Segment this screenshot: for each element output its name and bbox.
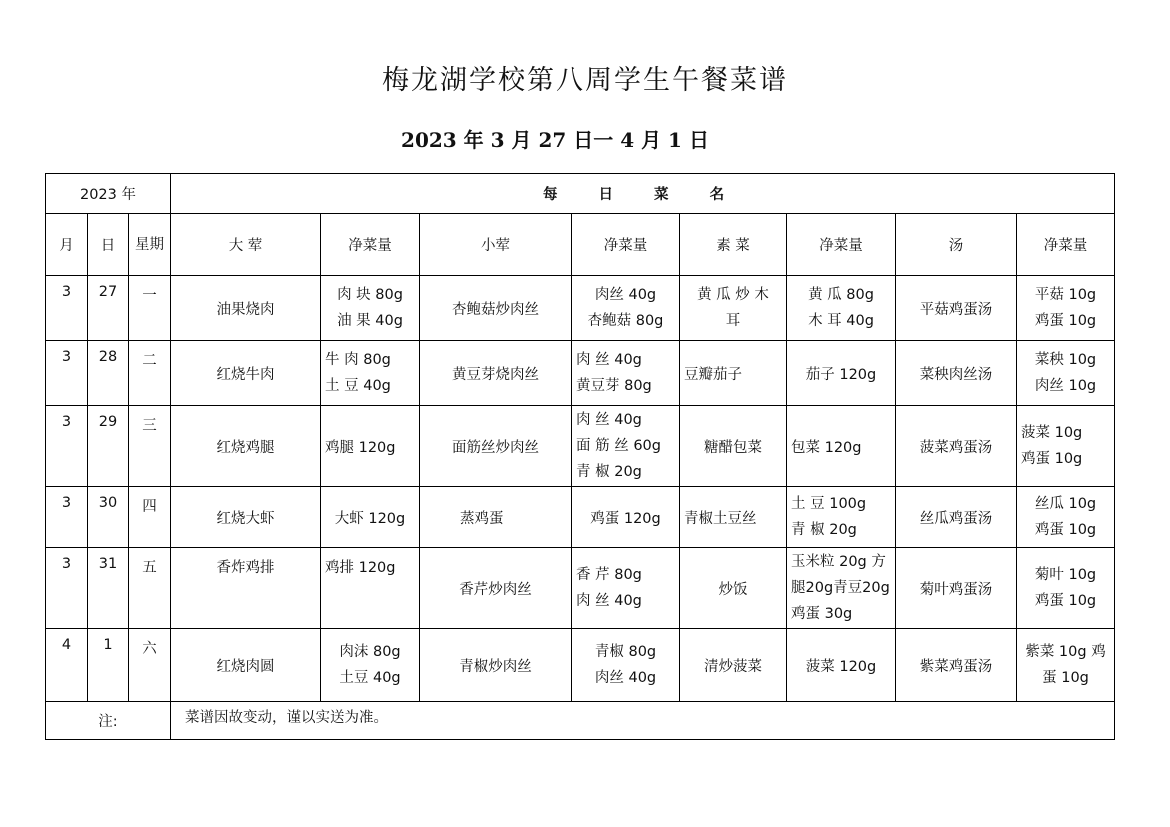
table-row: [46, 487, 1115, 548]
cell-day: 1: [88, 629, 129, 702]
cell-weekday: 一: [129, 276, 171, 341]
cell-soup: 菊叶鸡蛋汤: [896, 548, 1017, 629]
cell-weekday: 六: [129, 629, 171, 702]
header-soup-qty: 净菜量: [1017, 214, 1115, 276]
cell-main-qty: 肉沫 80g 土豆 40g: [321, 629, 420, 702]
cell-month: 3: [46, 341, 88, 406]
cell-main-dish: 香炸鸡排: [171, 548, 321, 629]
cell-soup-qty: 平菇 10g 鸡蛋 10g: [1017, 276, 1115, 341]
daily-dishes-header: 每 日 菜 名: [171, 174, 1115, 214]
cell-side-dish: 青椒炒肉丝: [420, 629, 572, 702]
cell-side-qty: 香 芹 80g 肉 丝 40g: [572, 548, 680, 629]
cell-day: 31: [88, 548, 129, 629]
table-row: [46, 341, 1115, 406]
table-row: [46, 406, 1115, 487]
header-day: 日: [88, 214, 129, 276]
cell-side-qty: 肉 丝 40g 黄豆芽 80g: [572, 341, 680, 406]
header-main-qty: 净菜量: [321, 214, 420, 276]
table-row: [46, 629, 1115, 702]
cell-side-dish: 黄豆芽烧肉丝: [420, 341, 572, 406]
header-veg-qty: 净菜量: [787, 214, 896, 276]
header-row: [46, 214, 1115, 276]
header-veg-dish: 素 菜: [680, 214, 787, 276]
header-soup: 汤: [896, 214, 1017, 276]
cell-month: 3: [46, 487, 88, 548]
cell-veg-qty: 茄子 120g: [787, 341, 896, 406]
note-row: [46, 702, 1115, 740]
table-row: [46, 548, 1115, 629]
cell-soup: 菠菜鸡蛋汤: [896, 406, 1017, 487]
cell-soup-qty: 菠菜 10g 鸡蛋 10g: [1017, 406, 1115, 487]
date-range: 2023 年 3 月 27 日一 4 月 1 日: [401, 128, 709, 152]
cell-weekday: 二: [129, 341, 171, 406]
note-text: 菜谱因故变动，谨以实送为准。: [171, 702, 1115, 740]
cell-veg-qty: 土 豆 100g 青 椒 20g: [787, 487, 896, 548]
cell-veg-dish: 炒饭: [680, 548, 787, 629]
cell-soup-qty: 菊叶 10g 鸡蛋 10g: [1017, 548, 1115, 629]
cell-main-dish: 红烧鸡腿: [171, 406, 321, 487]
year-cell: 2023 年: [46, 174, 171, 214]
header-side-qty: 净菜量: [572, 214, 680, 276]
cell-side-qty: 肉 丝 40g 面 筋 丝 60g 青 椒 20g: [572, 406, 680, 487]
cell-side-dish: 蒸鸡蛋: [420, 487, 572, 548]
table-row: [46, 276, 1115, 341]
cell-main-dish: 红烧肉圆: [171, 629, 321, 702]
header-month: 月: [46, 214, 88, 276]
page-title: 梅龙湖学校第八周学生午餐菜谱: [382, 65, 788, 96]
cell-day: 27: [88, 276, 129, 341]
cell-main-qty: 肉 块 80g 油 果 40g: [321, 276, 420, 341]
cell-month: 3: [46, 406, 88, 487]
cell-soup: 丝瓜鸡蛋汤: [896, 487, 1017, 548]
cell-veg-qty: 黄 瓜 80g 木 耳 40g: [787, 276, 896, 341]
cell-soup-qty: 紫菜 10g 鸡 蛋 10g: [1017, 629, 1115, 702]
cell-veg-qty: 菠菜 120g: [787, 629, 896, 702]
cell-main-dish: 油果烧肉: [171, 276, 321, 341]
cell-day: 29: [88, 406, 129, 487]
cell-soup: 紫菜鸡蛋汤: [896, 629, 1017, 702]
cell-main-dish: 红烧大虾: [171, 487, 321, 548]
cell-main-qty: 鸡排 120g: [321, 548, 420, 629]
cell-side-qty: 鸡蛋 120g: [572, 487, 680, 548]
cell-soup: 菜秧肉丝汤: [896, 341, 1017, 406]
header-row-top: [46, 174, 1115, 214]
header-main-dish: 大 荤: [171, 214, 321, 276]
cell-main-qty: 牛 肉 80g 土 豆 40g: [321, 341, 420, 406]
cell-veg-dish: 清炒菠菜: [680, 629, 787, 702]
cell-main-dish: 红烧牛肉: [171, 341, 321, 406]
cell-month: 3: [46, 276, 88, 341]
cell-veg-qty: 玉米粒 20g 方 腿20g青豆20g 鸡蛋 30g: [787, 548, 896, 629]
cell-weekday: 四: [129, 487, 171, 548]
cell-main-qty: 鸡腿 120g: [321, 406, 420, 487]
cell-side-dish: 面筋丝炒肉丝: [420, 406, 572, 487]
cell-weekday: 五: [129, 548, 171, 629]
cell-veg-qty: 包菜 120g: [787, 406, 896, 487]
cell-side-qty: 肉丝 40g 杏鲍菇 80g: [572, 276, 680, 341]
cell-month: 3: [46, 548, 88, 629]
header-weekday: 星期: [129, 214, 171, 276]
cell-soup-qty: 菜秧 10g 肉丝 10g: [1017, 341, 1115, 406]
cell-weekday: 三: [129, 406, 171, 487]
cell-soup: 平菇鸡蛋汤: [896, 276, 1017, 341]
cell-side-dish: 杏鲍菇炒肉丝: [420, 276, 572, 341]
cell-side-dish: 香芹炒肉丝: [420, 548, 572, 629]
menu-table: [45, 173, 1115, 740]
header-side-dish: 小荤: [420, 214, 572, 276]
cell-veg-dish: 黄 瓜 炒 木 耳: [680, 276, 787, 341]
cell-month: 4: [46, 629, 88, 702]
cell-soup-qty: 丝瓜 10g 鸡蛋 10g: [1017, 487, 1115, 548]
cell-veg-dish: 糖醋包菜: [680, 406, 787, 487]
cell-side-qty: 青椒 80g 肉丝 40g: [572, 629, 680, 702]
note-label: 注:: [46, 702, 171, 740]
cell-veg-dish: 豆瓣茄子: [680, 341, 787, 406]
cell-main-qty: 大虾 120g: [321, 487, 420, 548]
cell-veg-dish: 青椒土豆丝: [680, 487, 787, 548]
cell-day: 28: [88, 341, 129, 406]
cell-day: 30: [88, 487, 129, 548]
